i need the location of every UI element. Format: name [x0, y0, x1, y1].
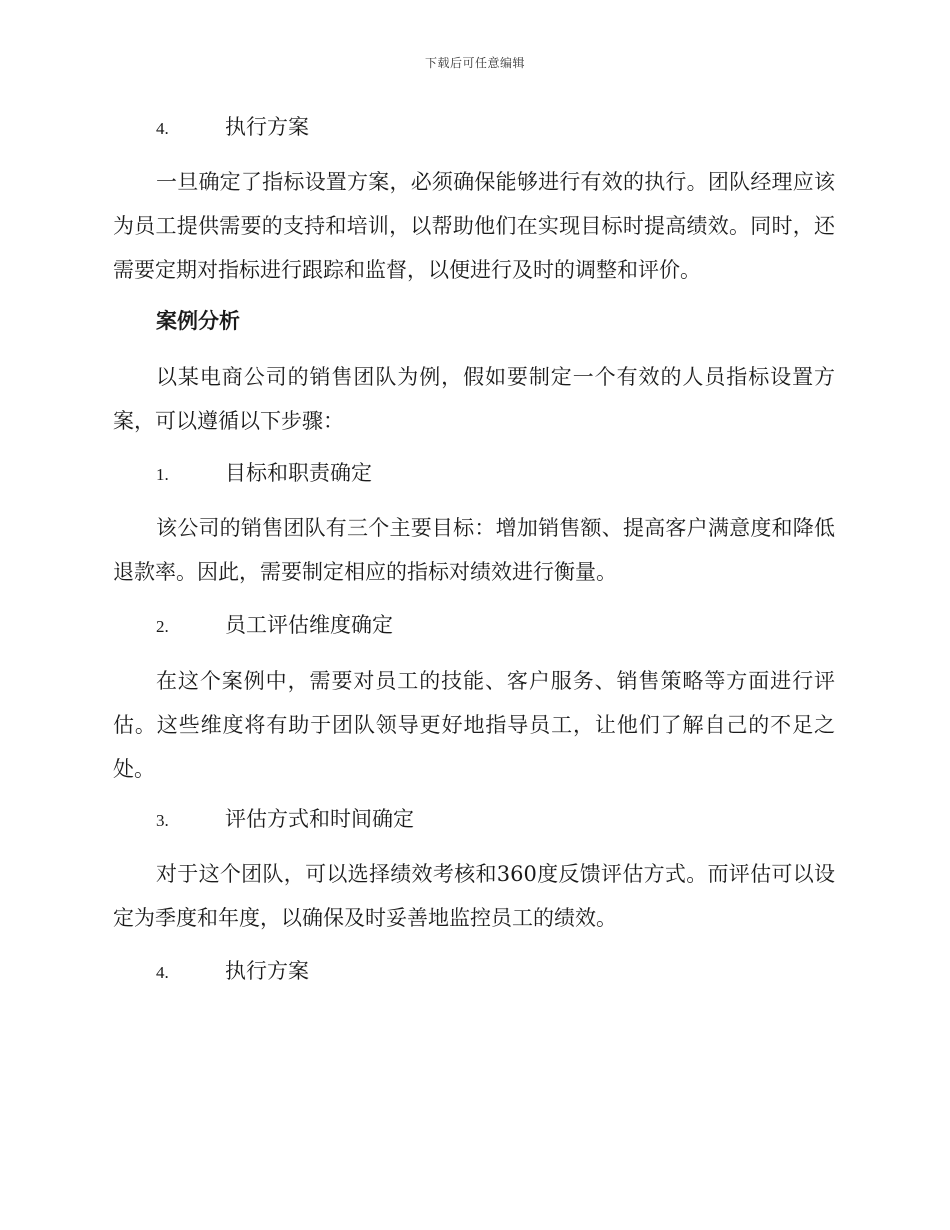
list-number: 1. [156, 465, 169, 484]
list-number: 2. [156, 617, 169, 636]
list-number: 4. [156, 963, 169, 982]
paragraph-methods: 对于这个团队，可以选择绩效考核和360度反馈评估方式。而评估可以设定为季度和年度，以确保及时妥善地监控员工的绩效。 [113, 862, 835, 930]
list-title: 目标和职责确定 [225, 461, 372, 485]
list-title: 执行方案 [225, 959, 309, 983]
page-header: 下载后可任意编辑 [424, 56, 525, 70]
list-item-execute-plan [156, 112, 309, 144]
list-item-methods [156, 804, 414, 836]
list-item-dimensions [156, 610, 393, 642]
paragraph-execution: 一旦确定了指标设置方案，必须确保能够进行有效的执行。团队经理应该为员工提供需要的支持和培训，以帮助他们在实现目标时提高绩效。同时，还需要定期对指标进行跟踪和监督，以便进行及时的调整和评价。 [113, 170, 835, 282]
paragraph-case-intro: 以某电商公司的销售团队为例，假如要制定一个有效的人员指标设置方案，可以遵循以下步骤： [113, 365, 835, 433]
list-number: 3. [156, 811, 169, 830]
list-title: 执行方案 [225, 115, 309, 139]
paragraph-goals: 该公司的销售团队有三个主要目标：增加销售额、提高客户满意度和降低退款率。因此，需要制定相应的指标对绩效进行衡量。 [113, 516, 835, 584]
list-item-execute-plan-2 [156, 956, 309, 988]
list-title: 员工评估维度确定 [225, 613, 393, 637]
paragraph-dimensions: 在这个案例中，需要对员工的技能、客户服务、销售策略等方面进行评估。这些维度将有助于团队领导更好地指导员工，让他们了解自己的不足之处。 [113, 669, 835, 781]
section-heading-case-analysis: 案例分析 [156, 309, 240, 333]
list-item-goals [156, 458, 372, 490]
list-number: 4. [156, 119, 169, 138]
list-title: 评估方式和时间确定 [225, 807, 414, 831]
